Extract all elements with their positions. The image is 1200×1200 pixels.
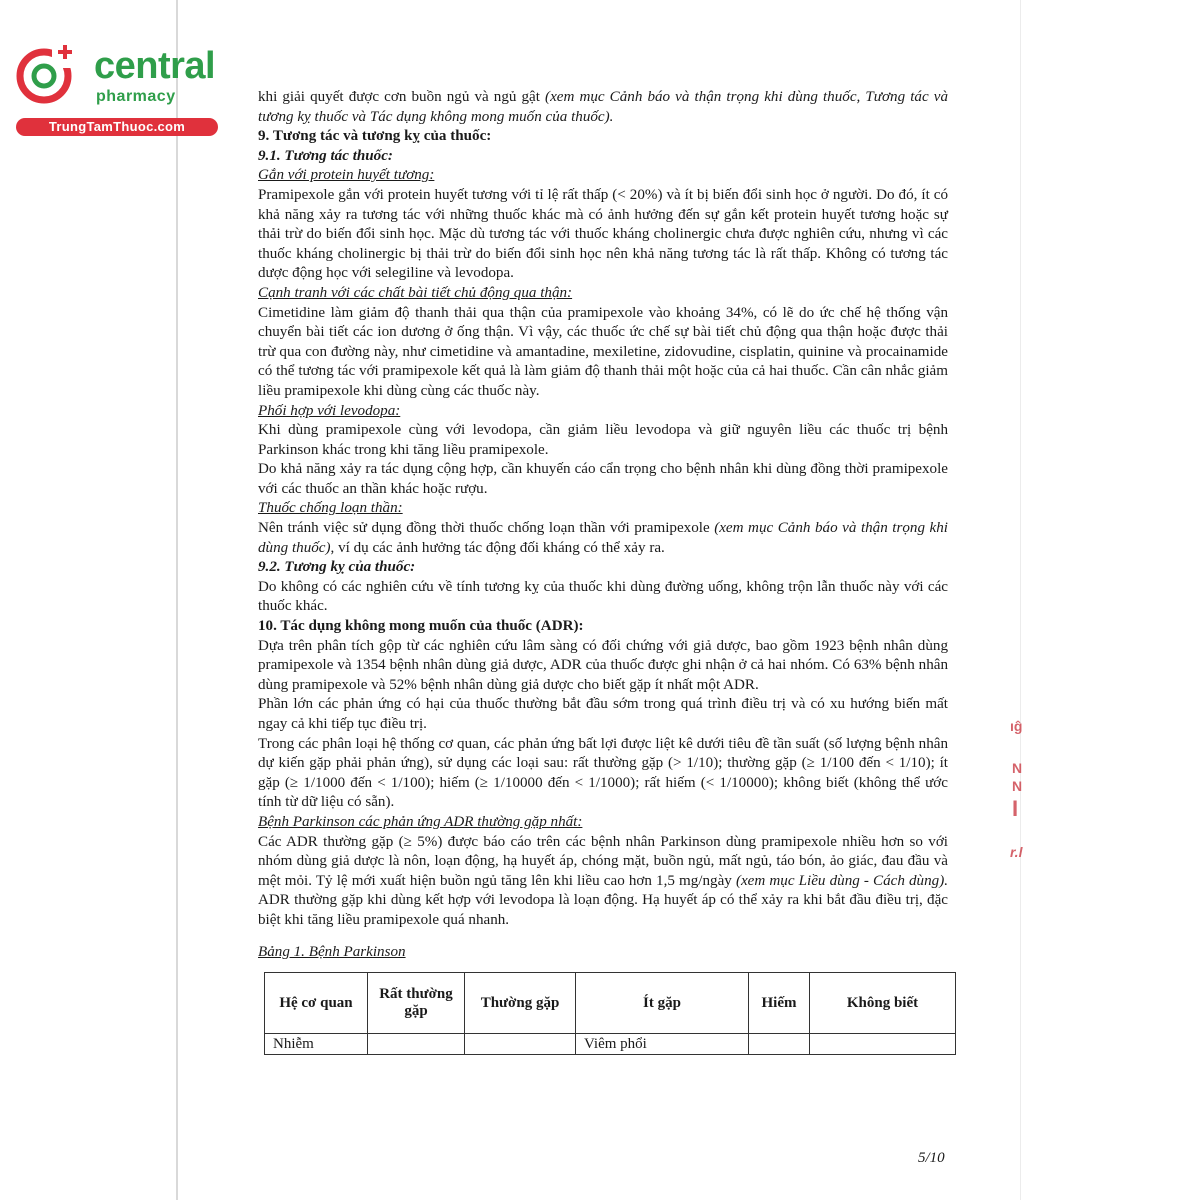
table-header-cell: Rất thường gặp bbox=[368, 973, 465, 1034]
antipsychotic-title: Thuốc chống loạn thần: bbox=[258, 500, 403, 517]
table-header-cell: Hiếm bbox=[749, 973, 810, 1034]
pharmacy-logo[interactable] bbox=[8, 40, 220, 140]
table-cell bbox=[810, 1034, 956, 1055]
levodopa-title: Phối hợp với levodopa: bbox=[258, 402, 401, 419]
page-right-edge bbox=[1020, 0, 1021, 1200]
intro-paragraph: khi giải quyết được cơn buồn ngủ và ngủ gật (xem mục Cảnh báo và thận trọng khi dùng thuốc, Tương tác và tương kỵ thuốc và Tác dụng không mong muốn của thuốc). bbox=[258, 89, 948, 125]
renal-competition-body: Cimetidine làm giảm độ thanh thải qua thận của pramipexole vào khoảng 34%, có lẽ do ức chế hệ thống vận chuyển bài tiết các ion dương ở ống thận. Vì vậy, các thuốc ức chế sự bài tiết chủ động qua thận hoặc được thải trừ qua con đường này, như cimetidine và amantadine, mexiletine, zidovudine, cisplatin, quinine và procainamide có thể tương tác với pramipexole kết quả là làm giảm độ thanh thải một hoặc của cả hai thuốc. Cần cân nhắc giảm liều pramipexole khi dùng cùng các thuốc này. bbox=[258, 304, 948, 399]
adr-paragraph-1: Dựa trên phân tích gộp từ các nghiên cứu lâm sàng có đối chứng với giả dược, bao gồm 1923 bệnh nhân dùng pramipexole và 1354 bệnh nhân dùng giả dược, ADR của thuốc được ghi nhận ở cả hai nhóm. Có 63% bệnh nhân dùng pramipexole và 52% bệnh nhân dùng giả dược cho biết gặp ít nhất một ADR. bbox=[258, 637, 948, 693]
table-header-cell: Hệ cơ quan bbox=[265, 973, 368, 1034]
table-header-cell: Thường gặp bbox=[465, 973, 576, 1034]
table-caption: Bảng 1. Bệnh Parkinson bbox=[258, 943, 406, 960]
scan-margin bbox=[0, 0, 178, 1200]
renal-competition-title: Cạnh tranh với các chất bài tiết chủ động qua thận: bbox=[258, 284, 573, 301]
table-header-cell: Ít gặp bbox=[576, 973, 749, 1034]
bleed-mark: ıĝ bbox=[1010, 718, 1023, 734]
table-cell bbox=[465, 1034, 576, 1055]
logo-brand-name: central bbox=[94, 45, 216, 87]
bleed-mark: N bbox=[1012, 760, 1023, 776]
parkinson-adr-title: Bệnh Parkinson các phản ứng ADR thường gặp nhất: bbox=[258, 813, 583, 830]
protein-binding-title: Gắn với protein huyết tương: bbox=[258, 167, 435, 184]
table-cell bbox=[749, 1034, 810, 1055]
adr-paragraph-2: Phần lớn các phản ứng có hại của thuốc thường bắt đầu sớm trong quá trình điều trị và có xu hướng biến mất ngay cả khi tiếp tục điều trị. bbox=[258, 696, 948, 732]
section-10-heading: 10. Tác dụng không mong muốn của thuốc (ADR): bbox=[258, 618, 584, 635]
logo-website-link[interactable]: TrungTamThuoc.com bbox=[16, 118, 218, 136]
section-9-heading: 9. Tương tác và tương kỵ của thuốc: bbox=[258, 128, 492, 145]
adr-table bbox=[264, 972, 956, 1055]
section-9-1-heading: 9.1. Tương tác thuốc: bbox=[258, 147, 393, 164]
protein-binding-body: Pramipexole gắn với protein huyết tương với tỉ lệ rất thấp (< 20%) và ít bị biến đổi sinh học ở người. Do đó, ít có khả năng xảy ra tương tác với những thuốc khác mà có ảnh hưởng đến sự gắn kết protein huyết tương hoặc sự thải trừ do biến đổi sinh học. Mặc dù tương tác với thuốc kháng cholinergic chưa được nghiên cứu, nhưng vì các thuốc kháng cholinergic bị thải trừ do biến đổi sinh học nên khả năng tương tác là rất thấp. Không có tương tác dược động học với selegiline và levodopa. bbox=[258, 186, 948, 282]
table-row bbox=[265, 1034, 956, 1055]
table-header-row bbox=[265, 973, 956, 1034]
page-number: 5/10 bbox=[918, 1150, 945, 1166]
document-body bbox=[258, 88, 948, 1055]
parkinson-adr-body: Các ADR thường gặp (≥ 5%) được báo cáo trên các bệnh nhân Parkinson dùng pramipexole nhiều hơn so với nhóm dùng giả dược là nôn, loạn động, hạ huyết áp, chóng mặt, buồn ngủ, mất ngủ, táo bón, ảo giác, đau đầu và mệt mỏi. Tỷ lệ mới xuất hiện buồn ngủ tăng lên khi liều cao hơn 1,5 mg/ngày (xem mục Liều dùng - Cách dùng). ADR thường gặp khi dùng kết hợp với levodopa là loạn động. Hạ huyết áp có thể xảy ra khi bắt đầu điều trị, đặc biệt khi tăng liều pramipexole quá nhanh. bbox=[258, 833, 948, 928]
bleed-mark: N bbox=[1012, 778, 1023, 794]
levodopa-body-2: Do khả năng xảy ra tác dụng cộng hợp, cần khuyến cáo cẩn trọng cho bệnh nhân khi dùng đồng thời pramipexole với các thuốc an thần khác hoặc rượu. bbox=[258, 461, 948, 497]
bleed-mark: r.l bbox=[1010, 844, 1023, 860]
table-cell: Viêm phổi bbox=[576, 1034, 749, 1055]
section-9-2-heading: 9.2. Tương kỵ của thuốc: bbox=[258, 559, 416, 576]
adr-paragraph-3: Trong các phân loại hệ thống cơ quan, các phản ứng bất lợi được liệt kê dưới tiêu đề tần suất (số lượng bệnh nhân dự kiến gặp phải phản ứng), sử dụng các loại sau: rất thường gặp (> 1/10); thường gặp (≥ 1/100 đến < 1/10); ít gặp (≥ 1/1000 đến < 1/100); hiếm (≥ 1/10000 đến < 1/1000); rất hiếm (< 1/10000); không biết (không thể ước tính từ dữ liệu có sẵn). bbox=[258, 735, 948, 811]
antipsychotic-body: Nên tránh việc sử dụng đồng thời thuốc chống loạn thần với pramipexole (xem mục Cảnh báo và thận trọng khi dùng thuốc), ví dụ các ảnh hưởng tác động đối kháng có thể xảy ra. bbox=[258, 520, 948, 556]
section-9-2-body: Do không có các nghiên cứu về tính tương kỵ của thuốc khi dùng đường uống, không trộn lẫn thuốc này với các thuốc khác. bbox=[258, 578, 948, 615]
bleed-mark: I bbox=[1012, 796, 1019, 821]
page-edge-shadow bbox=[176, 0, 178, 1200]
pharmacy-logo-icon bbox=[14, 42, 76, 104]
levodopa-body-1: Khi dùng pramipexole cùng với levodopa, cần giảm liều levodopa và giữ nguyên liều các thuốc trị bệnh Parkinson khác trong khi tăng liều pramipexole. bbox=[258, 422, 948, 458]
logo-brand-subtitle: pharmacy bbox=[96, 88, 176, 105]
table-cell bbox=[368, 1034, 465, 1055]
table-cell: Nhiễm bbox=[265, 1034, 368, 1055]
table-header-cell: Không biết bbox=[810, 973, 956, 1034]
